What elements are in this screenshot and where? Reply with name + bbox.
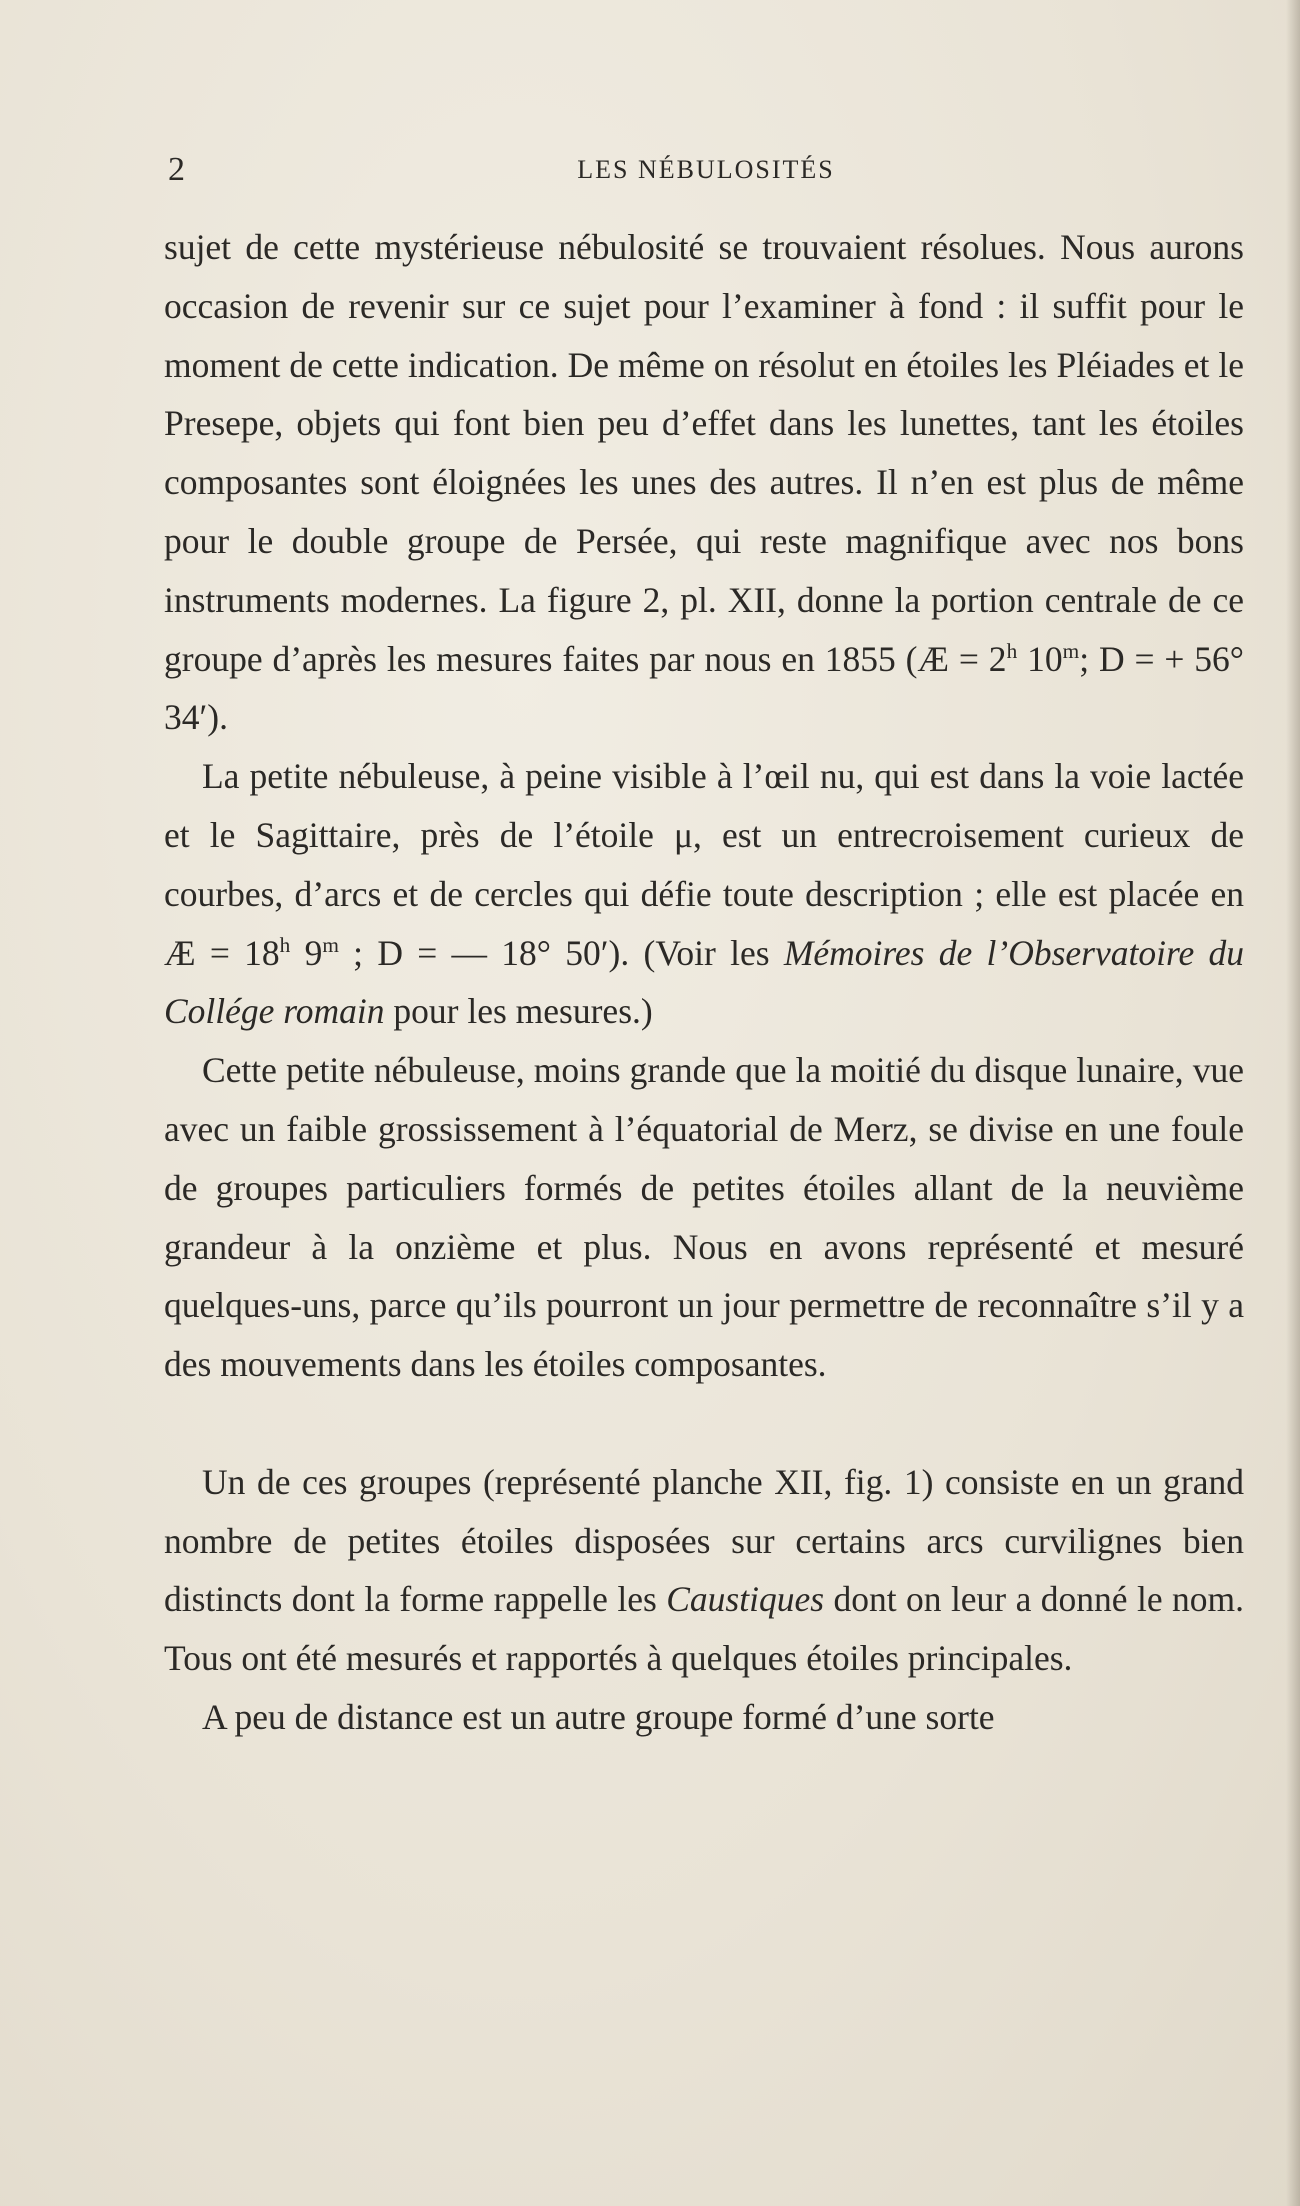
superscript-unit: h [279,932,291,957]
text-segment: La petite nébuleuse, à peine visible à l’œil nu, qui est dans la voie lactée et le Sagittaire, près de l’étoile μ, est un entrecroisement curieux de courbes, d’arcs et de cercles qui défie toute description ; elle est placée en Æ = 18 [164,756,1244,973]
body-text [164,218,1244,1747]
text-segment: 10 [1017,638,1063,679]
paragraph-4 [164,1453,1244,1688]
page-number: 2 [168,151,185,188]
superscript-unit: m [322,932,339,957]
text-segment: sujet de cette mystérieuse nébulosité se trouvaient résolues. Nous aurons occasion de revenir sur ce sujet pour l’examiner à fond : il suffit pour le moment de cette indication. De même on résolut en étoiles les Pléiades et le Presepe, objets qui font bien peu d’effet dans les lunettes, tant les étoiles composantes sont éloignées les unes des autres. Il n’en est plus de même pour le double groupe de Persée, qui reste magnifique avec nos bons instruments modernes. La figure 2, pl. XII, donne la portion centrale de ce groupe d’après les mesures faites par nous en 1855 (Æ = 2 [164,227,1244,679]
text-segment: dont on leur a donné le nom. Tous ont été mesurés et rapportés à quelques étoiles principales. [164,1579,1244,1679]
paragraph-1 [164,218,1244,747]
text-segment: Un de ces groupes (représenté planche XII, fig. 1) consiste en un grand nombre de petites étoiles disposées sur certains arcs curvilignes bien distincts dont la forme rappelle les [164,1461,1244,1620]
text-segment: A peu de distance est un autre groupe formé d’une sorte [202,1696,995,1737]
paragraph-2 [164,747,1244,1041]
paragraph-5 [164,1688,1244,1747]
italic-text: Mémoires de l’Observatoire du Collége romain [164,932,1245,1032]
running-title: LES NÉBULOSITÉS [577,155,835,184]
text-segment: pour les mesures.) [384,991,653,1032]
text-segment: Cette petite nébuleuse, moins grande que la moitié du disque lunaire, vue avec un faible grossissement à l’équatorial de Merz, se divise en une foule de groupes particuliers formés de petites étoiles allant de la neuvième grandeur à la onzième et plus. Nous en avons représenté et mesuré quelques-uns, parce qu’ils pourront un jour permettre de reconnaître s’il y a des mouvements dans les étoiles composantes. [164,1050,1244,1385]
superscript-unit: m [1062,638,1080,663]
superscript-unit: h [1006,638,1018,663]
text-segment: ; D = — 18° 50′). (Voir les [338,932,784,973]
text-segment: 9 [290,932,323,973]
text-segment: ; D = + 56° 34′). [164,638,1245,738]
italic-text: Caustiques [666,1579,825,1620]
paragraph-3 [164,1041,1244,1394]
page-header [168,146,1244,194]
page-edge-shadow [1286,0,1300,2206]
